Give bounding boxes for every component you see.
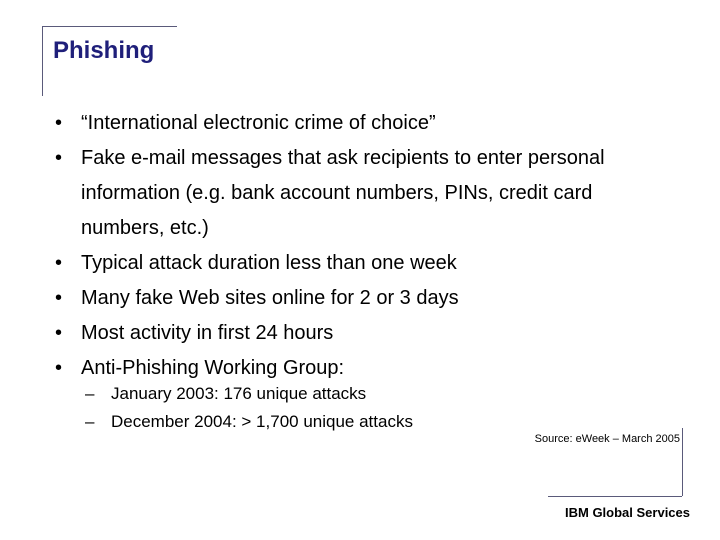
bullet-list bbox=[55, 106, 695, 386]
slide-title: Phishing bbox=[53, 37, 155, 64]
bullet-item bbox=[55, 106, 695, 141]
bullet-text: Fake e-mail messages that ask recipients to enter personal information (e.g. bank account numbers, PINs, credit card numbers, etc.) bbox=[81, 147, 605, 239]
bullet-marker: • bbox=[55, 357, 63, 379]
bullet-text: Most activity in first 24 hours bbox=[81, 322, 334, 344]
sub-bullet-text: January 2003: 176 unique attacks bbox=[111, 384, 367, 403]
sub-bullet-item bbox=[85, 380, 413, 408]
sub-bullet-list bbox=[85, 380, 413, 436]
bullet-item bbox=[55, 281, 695, 316]
footer-right-rule bbox=[682, 428, 683, 496]
bullet-text: “International electronic crime of choice” bbox=[81, 112, 436, 134]
bullet-marker: • bbox=[55, 287, 63, 309]
title-top-rule bbox=[42, 26, 177, 27]
sub-bullet-item bbox=[85, 408, 413, 436]
footer-company: IBM Global Services bbox=[565, 505, 690, 520]
bullet-marker: • bbox=[55, 147, 63, 169]
sub-bullet-marker: – bbox=[85, 412, 95, 431]
bullet-text: Anti-Phishing Working Group: bbox=[81, 357, 345, 379]
bullet-text: Many fake Web sites online for 2 or 3 days bbox=[81, 287, 459, 309]
bullet-item bbox=[55, 316, 695, 351]
bullet-item bbox=[55, 246, 695, 281]
bullet-marker: • bbox=[55, 112, 63, 134]
bullet-item bbox=[55, 141, 695, 246]
bullet-text: Typical attack duration less than one week bbox=[81, 252, 457, 274]
sub-bullet-marker: – bbox=[85, 384, 95, 403]
bullet-marker: • bbox=[55, 322, 63, 344]
footer-bottom-rule bbox=[548, 496, 682, 497]
sub-bullet-text: December 2004: > 1,700 unique attacks bbox=[111, 412, 413, 431]
source-attribution: Source: eWeek – March 2005 bbox=[534, 433, 680, 445]
title-left-rule bbox=[42, 26, 43, 96]
bullet-marker: • bbox=[55, 252, 63, 274]
